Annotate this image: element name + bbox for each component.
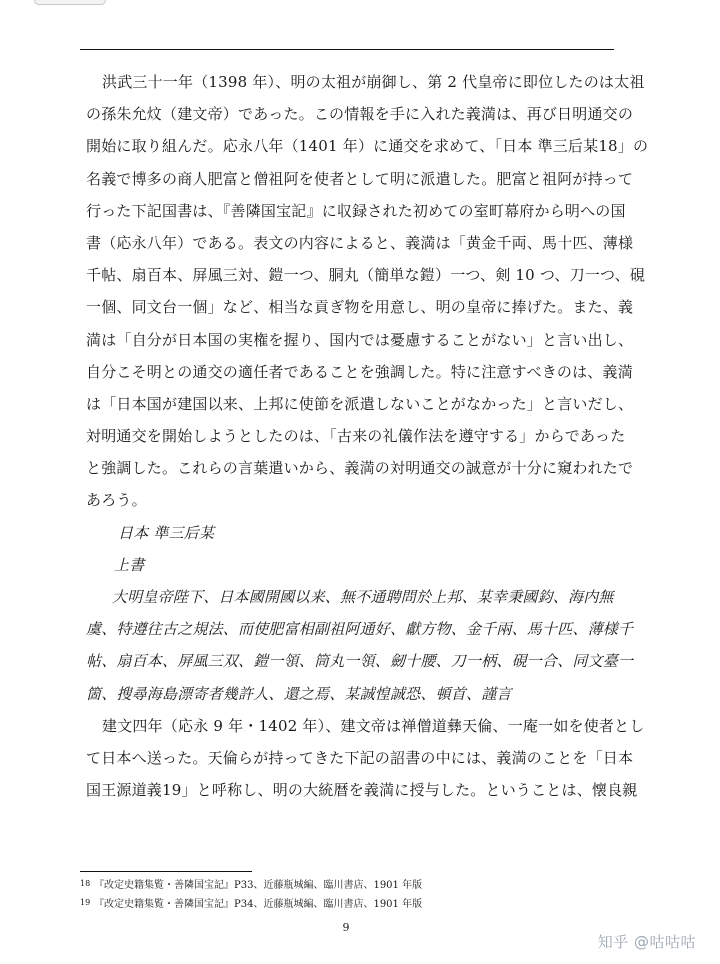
footnotes [80,876,600,913]
footnote [80,895,600,914]
letter-quote-line: 大明皇帝陛下、日本國開國以来、無不通聘問於上邦、某幸秉國鈞、海内無 [112,588,614,606]
body-line: て日本へ送った。天倫らが持ってきた下記の詔書の中には、義満のことを「日本 [86,748,634,767]
letter-quote-line: 箇、搜尋海島漂寄者幾許人、還之焉、某誠惶誠恐、頓首、謹言 [86,684,512,703]
footnote-number: 19 [80,897,91,907]
footnote-rule [80,871,252,872]
header-rule [80,49,614,50]
body-line: は「日本国が建国以来、上邦に使節を派遣しないことがなかった」と言いだし、 [86,394,634,413]
footnote-text: 『改定史籍集覧・善隣国宝記』P34、近藤瓶城編、臨川書店、1901 年版 [94,898,423,910]
body-line: 千帖、扇百本、屏風三対、鎧一つ、胴丸（簡単な鎧）一つ、剣 10 つ、刀一つ、硯 [86,266,646,285]
body-line: と強調した。これらの言葉遣いから、義満の対明通交の誠意が十分に窺われたで [86,459,634,478]
letter-quote-line: 虞、特遵往古之規法、而使肥富相副祖阿通好、獻方物、金千兩、馬十匹、薄様千 [86,620,634,639]
body-line: 建文四年（応永 9 年・1402 年）、建文帝は禅僧道彝天倫、一庵一如を使者とし [102,716,645,735]
body-line: 国王源道義19」と呼称し、明の大統暦を義満に授与した。ということは、懐良親 [86,781,638,800]
letter-quote-line: 帖、扇百本、屏風三双、鎧一領、筒丸一領、劒十腰、刀一柄、硯一合、同文臺一 [86,652,634,671]
letter-sender: 日本 準三后某 [118,523,215,542]
footnote-text: 『改定史籍集覧・善隣国宝記』P33、近藤瓶城編、臨川書店、1901 年版 [94,880,423,891]
letter-title: 上書 [114,555,145,574]
body-line: の孫朱允炆（建文帝）であった。この情報を手に入れた義満は、再び日明通交の [86,105,634,124]
body-line: 一個、同文台一個」など、相当な貢ぎ物を用意し、明の皇帝に捧げた。また、義 [86,298,634,317]
footnote [80,876,600,895]
page-body [86,66,649,806]
footnote-number: 18 [80,879,91,888]
top-tab [34,0,106,5]
watermark: 知乎 @咕咕咕 [597,933,696,951]
body-line: 対明通交を開始しようとしたのは、「古来の礼儀作法を遵守する」からであった [86,427,626,446]
body-line: 名義で博多の商人肥富と僧祖阿を使者として明に派遣した。肥富と祖阿が持って [86,169,634,188]
body-line: 開始に取り組んだ。応永八年（1401 年）に通交を求めて、「日本 準三后某18」の [86,137,649,156]
body-line: 洪武三十一年（1398 年）、明の太祖が崩御し、第 2 代皇帝に即位したのは太祖 [102,73,645,91]
body-line: 自分こそ明との通交の適任者であることを強調した。特に注意すべきのは、義満 [86,362,633,381]
body-line: あろう。 [86,491,147,510]
page-number: 9 [342,921,350,934]
body-line: 満は「自分が日本国の実権を握り、国内では憂慮することがない」と言い出し、 [86,330,634,349]
body-line: 行った下記国書は、『善隣国宝記』に収録された初めての室町幕府から明への国 [86,201,626,220]
body-line: 書（応永八年）である。表文の内容によると、義満は「黄金千両、馬十匹、薄様 [86,233,634,252]
